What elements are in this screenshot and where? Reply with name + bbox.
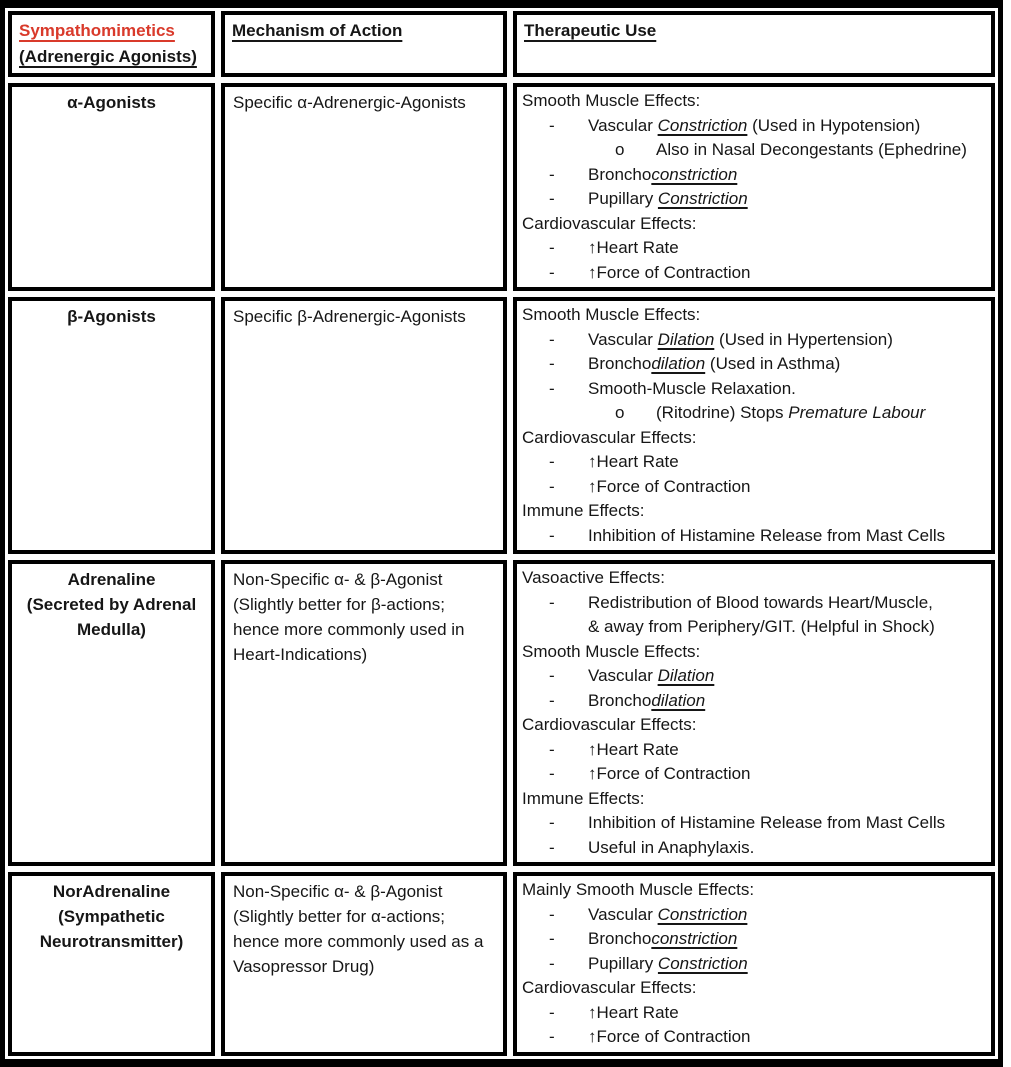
emphasized-term: dilation bbox=[651, 690, 706, 710]
use-section-heading bbox=[522, 787, 985, 812]
drug-name-cell bbox=[8, 83, 215, 291]
use-bullet-line bbox=[522, 689, 985, 714]
use-line-text bbox=[588, 689, 985, 714]
plain-text: ↑Force of Contraction bbox=[588, 1027, 751, 1046]
use-bullet-line bbox=[522, 163, 985, 188]
plain-text: (Ritodrine) Stops bbox=[656, 403, 789, 422]
bullet-dash: - bbox=[549, 378, 555, 398]
header-drug-subtitle-text: (Adrenergic Agonists) bbox=[19, 47, 197, 66]
bullet-dash: - bbox=[549, 329, 555, 349]
plain-text: Smooth Muscle Effects: bbox=[522, 641, 701, 661]
use-line-text bbox=[588, 762, 985, 787]
drug-name-line: α-Agonists bbox=[67, 93, 156, 112]
use-line-text bbox=[588, 236, 985, 261]
emphasized-term: Constriction bbox=[657, 904, 748, 924]
use-bullet-line bbox=[522, 261, 985, 286]
use-bullet-line bbox=[522, 1001, 985, 1026]
use-bullet-line bbox=[522, 664, 985, 689]
use-bullet-line bbox=[522, 927, 985, 952]
mechanism-cell: Specific β-Adrenergic-Agonists bbox=[221, 297, 507, 554]
therapeutic-use-cell bbox=[513, 83, 995, 291]
bullet-dash: - bbox=[549, 1027, 555, 1046]
use-section-heading bbox=[522, 212, 985, 237]
use-line-text bbox=[588, 163, 985, 188]
use-line-text bbox=[522, 713, 985, 738]
bullet-dash: - bbox=[549, 813, 555, 832]
use-line-text bbox=[588, 1025, 985, 1050]
emphasized-term: Premature Labour bbox=[788, 403, 926, 422]
plain-text: Broncho bbox=[588, 690, 652, 710]
use-line-text bbox=[588, 836, 985, 861]
plain-text: ↑Heart Rate bbox=[588, 238, 679, 257]
use-line-text bbox=[522, 212, 985, 237]
use-line-text bbox=[522, 566, 985, 591]
emphasized-term: Dilation bbox=[657, 329, 715, 349]
use-line-text bbox=[588, 377, 985, 402]
use-line-text bbox=[522, 426, 985, 451]
bullet-dash: - bbox=[549, 764, 555, 783]
use-line-text bbox=[588, 903, 985, 928]
bullet-circle: o bbox=[615, 403, 625, 422]
use-line-text bbox=[588, 450, 985, 475]
bullet-dash: - bbox=[549, 262, 555, 282]
use-bullet-line bbox=[522, 952, 985, 977]
plain-text: (Used in Hypotension) bbox=[747, 115, 921, 135]
emphasized-term: Constriction bbox=[657, 115, 748, 135]
emphasized-term: constriction bbox=[651, 929, 738, 948]
plain-text: Broncho bbox=[588, 929, 652, 948]
use-section-heading bbox=[522, 976, 985, 1001]
bullet-dash: - bbox=[549, 904, 555, 924]
use-line-text bbox=[522, 499, 985, 524]
plain-text: Also in Nasal Decongestants (Ephedrine) bbox=[656, 140, 967, 159]
header-cell-mechanism bbox=[221, 11, 507, 77]
table-grid bbox=[8, 11, 995, 1056]
therapeutic-use-cell bbox=[513, 297, 995, 554]
plain-text: Vasoactive Effects: bbox=[522, 568, 665, 587]
bullet-dash: - bbox=[549, 690, 555, 710]
plain-text: ↑Heart Rate bbox=[588, 739, 679, 759]
use-line-text bbox=[656, 138, 985, 163]
emphasized-term: dilation bbox=[651, 354, 706, 373]
use-section-heading bbox=[522, 499, 985, 524]
use-line-text bbox=[588, 1001, 985, 1026]
emphasized-term: Constriction bbox=[657, 953, 748, 973]
use-section-heading bbox=[522, 566, 985, 591]
use-line-text bbox=[588, 261, 985, 286]
use-line-text bbox=[588, 187, 985, 212]
header-drug-title bbox=[19, 18, 204, 44]
use-bullet-line bbox=[522, 836, 985, 861]
emphasized-term: Dilation bbox=[657, 666, 715, 685]
plain-text: Vascular bbox=[588, 904, 658, 924]
use-line-text bbox=[588, 952, 985, 977]
use-bullet-line bbox=[522, 738, 985, 763]
use-line-text bbox=[522, 976, 985, 1001]
use-line-text bbox=[588, 352, 985, 377]
plain-text: Immune Effects: bbox=[522, 788, 645, 808]
bullet-dash: - bbox=[549, 1002, 555, 1022]
use-line-text bbox=[588, 927, 985, 952]
use-bullet-line bbox=[522, 138, 985, 163]
header-cell-therapeutic-use bbox=[513, 11, 995, 77]
use-section-heading bbox=[522, 713, 985, 738]
plain-text: Cardiovascular Effects: bbox=[522, 978, 697, 997]
use-bullet-line bbox=[522, 811, 985, 836]
drug-name-line: NorAdrenaline bbox=[52, 882, 171, 901]
plain-text: (Used in Asthma) bbox=[705, 354, 841, 373]
plain-text: Broncho bbox=[588, 164, 652, 184]
plain-text: Cardiovascular Effects: bbox=[522, 715, 697, 734]
plain-text: Vascular bbox=[588, 329, 658, 349]
use-bullet-line bbox=[522, 377, 985, 402]
drug-name-line: Adrenaline bbox=[67, 570, 156, 589]
use-line-text bbox=[588, 664, 985, 689]
bullet-dash: - bbox=[549, 115, 555, 135]
header-drug-subtitle bbox=[19, 44, 204, 70]
plain-text: Pupillary bbox=[588, 953, 658, 973]
emphasized-term: Constriction bbox=[657, 189, 748, 208]
bullet-dash: - bbox=[549, 929, 555, 948]
plain-text: Smooth-Muscle Relaxation. bbox=[588, 378, 796, 398]
use-line-text bbox=[522, 787, 985, 812]
bullet-dash: - bbox=[549, 354, 555, 373]
drug-name-line: (Secreted by Adrenal Medulla) bbox=[26, 595, 197, 639]
use-line-text bbox=[522, 878, 985, 903]
use-bullet-line bbox=[522, 401, 985, 426]
use-bullet-line bbox=[522, 114, 985, 139]
use-line-text bbox=[588, 475, 985, 500]
header-drug-title-text: Sympathomimetics bbox=[19, 21, 175, 40]
use-bullet-line bbox=[522, 475, 985, 500]
mechanism-cell: Non-Specific α- & β-Agonist (Slightly better for β-actions; hence more commonly used in Heart-Indications) bbox=[221, 560, 507, 866]
emphasized-term: constriction bbox=[651, 164, 738, 184]
use-line-text bbox=[522, 640, 985, 665]
use-bullet-line bbox=[522, 903, 985, 928]
header-mechanism-text: Mechanism of Action bbox=[232, 21, 403, 40]
plain-text: Inhibition of Histamine Release from Mast Cells bbox=[588, 813, 946, 832]
drug-name-cell bbox=[8, 872, 215, 1056]
plain-text: Cardiovascular Effects: bbox=[522, 213, 697, 233]
mechanism-cell: Non-Specific α- & β-Agonist (Slightly better for α-actions; hence more commonly used as a Vasopressor Drug) bbox=[221, 872, 507, 1056]
use-line-text bbox=[588, 811, 985, 836]
use-bullet-line bbox=[522, 1025, 985, 1050]
use-section-heading bbox=[522, 878, 985, 903]
bullet-dash: - bbox=[549, 525, 555, 545]
use-line-text bbox=[656, 401, 985, 426]
plain-text: Pupillary bbox=[588, 189, 658, 208]
plain-text: Smooth Muscle Effects: bbox=[522, 91, 701, 110]
therapeutic-use-cell bbox=[513, 560, 995, 866]
plain-text: ↑Force of Contraction bbox=[588, 476, 751, 496]
therapeutic-use-cell bbox=[513, 872, 995, 1056]
use-section-heading bbox=[522, 303, 985, 328]
plain-text: Redistribution of Blood towards Heart/Muscle, bbox=[588, 592, 933, 612]
plain-text: Cardiovascular Effects: bbox=[522, 427, 697, 447]
use-bullet-line bbox=[522, 591, 985, 640]
plain-text: ↑Heart Rate bbox=[588, 452, 679, 471]
plain-text: Vascular bbox=[588, 666, 658, 685]
plain-text: Broncho bbox=[588, 354, 652, 373]
bullet-dash: - bbox=[549, 164, 555, 184]
use-bullet-line bbox=[522, 524, 985, 549]
bullet-dash: - bbox=[549, 837, 555, 857]
bullet-dash: - bbox=[549, 476, 555, 496]
drug-name-line: β-Agonists bbox=[67, 307, 156, 326]
use-line-text bbox=[588, 114, 985, 139]
bullet-dash: - bbox=[549, 452, 555, 471]
bullet-dash: - bbox=[549, 739, 555, 759]
plain-text: ↑Force of Contraction bbox=[588, 764, 751, 783]
plain-text: Mainly Smooth Muscle Effects: bbox=[522, 880, 755, 899]
use-line-text bbox=[522, 303, 985, 328]
use-line-text bbox=[588, 328, 985, 353]
use-bullet-line bbox=[522, 187, 985, 212]
drug-name-cell bbox=[8, 560, 215, 866]
use-section-heading bbox=[522, 89, 985, 114]
use-line-text bbox=[522, 89, 985, 114]
bullet-circle: o bbox=[615, 140, 625, 159]
bullet-dash: - bbox=[549, 238, 555, 257]
drug-name-cell bbox=[8, 297, 215, 554]
use-bullet-line bbox=[522, 352, 985, 377]
use-bullet-line bbox=[522, 762, 985, 787]
use-line-text bbox=[588, 738, 985, 763]
bullet-dash: - bbox=[549, 953, 555, 973]
plain-text: (Used in Hypertension) bbox=[714, 329, 893, 349]
plain-text: Vascular bbox=[588, 115, 658, 135]
plain-text: Useful in Anaphylaxis. bbox=[588, 837, 755, 857]
use-section-heading bbox=[522, 426, 985, 451]
drug-name-line: (Sympathetic Neurotransmitter) bbox=[39, 907, 184, 951]
plain-text: Smooth Muscle Effects: bbox=[522, 305, 701, 324]
header-cell-drug-class bbox=[8, 11, 215, 77]
plain-text: ↑Force of Contraction bbox=[588, 262, 751, 282]
use-bullet-line bbox=[522, 328, 985, 353]
use-line-text bbox=[588, 524, 985, 549]
use-section-heading bbox=[522, 640, 985, 665]
mechanism-cell: Specific α-Adrenergic-Agonists bbox=[221, 83, 507, 291]
header-therapeutic-use-text: Therapeutic Use bbox=[524, 21, 657, 40]
use-bullet-line bbox=[522, 450, 985, 475]
plain-text: ↑Heart Rate bbox=[588, 1002, 679, 1022]
bullet-dash: - bbox=[549, 189, 555, 208]
plain-text: Immune Effects: bbox=[522, 501, 645, 520]
plain-text: Inhibition of Histamine Release from Mast Cells bbox=[588, 525, 946, 545]
bullet-dash: - bbox=[549, 592, 555, 612]
bullet-dash: - bbox=[549, 666, 555, 685]
plain-text: & away from Periphery/GIT. (Helpful in Shock) bbox=[588, 617, 935, 636]
use-line-text bbox=[588, 591, 985, 640]
use-bullet-line bbox=[522, 236, 985, 261]
